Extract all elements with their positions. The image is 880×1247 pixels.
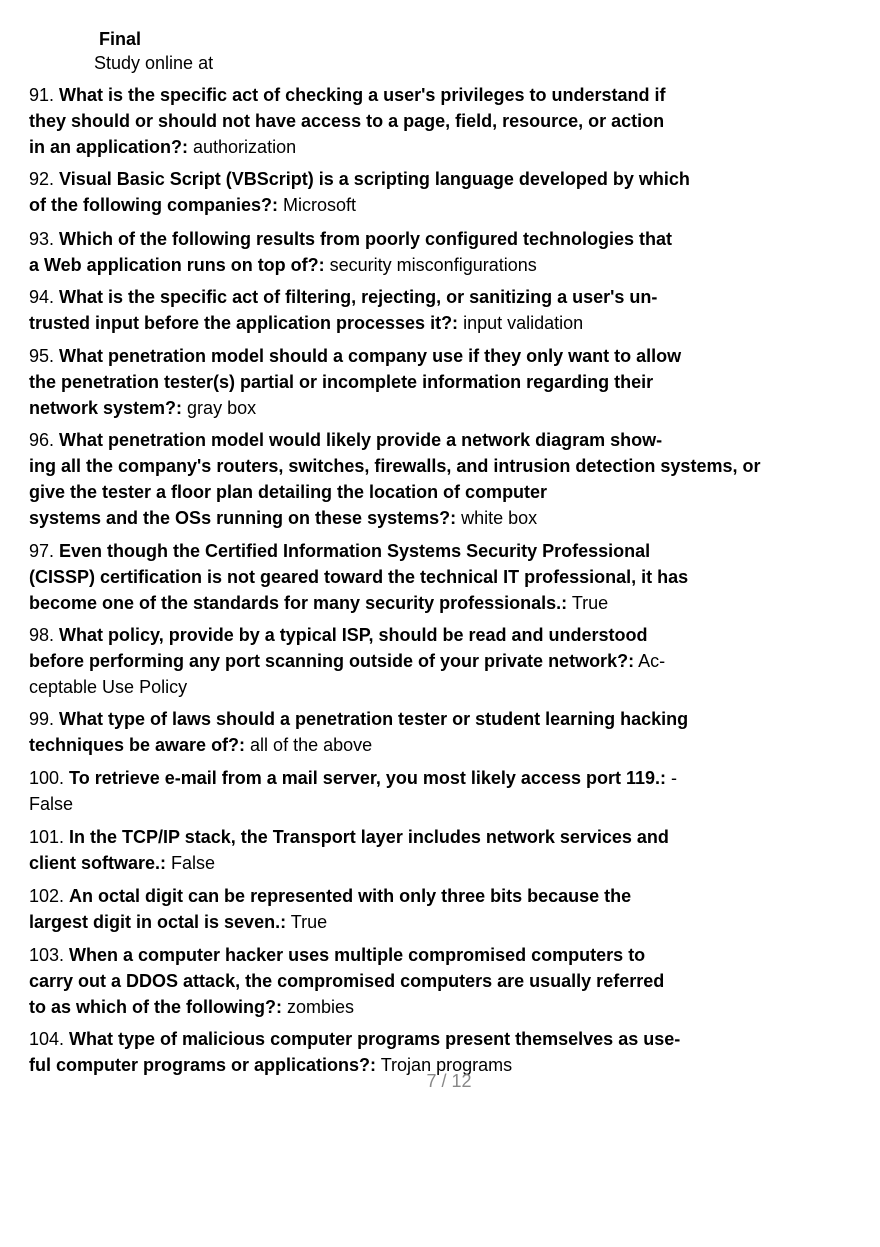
qa-line <box>29 1026 680 1052</box>
question-text: they should or should not have access to a page, field, resource, or action <box>29 111 665 131</box>
question-text: What is the specific act of checking a user's privileges to understand if <box>59 85 666 105</box>
qa-line <box>29 909 631 935</box>
qa-line <box>29 453 760 479</box>
question-text: (CISSP) certification is not geared toward the technical IT professional, it has <box>29 567 689 587</box>
qa-line <box>29 134 665 160</box>
qa-item <box>29 343 681 421</box>
answer-text: authorization <box>188 137 297 157</box>
qa-item <box>29 538 688 616</box>
qa-line <box>29 166 690 192</box>
qa-line <box>29 395 681 421</box>
header-subtitle: Study online at <box>94 53 214 73</box>
question-text: Even though the Certified Information Systems Security Professional <box>59 541 651 561</box>
question-text: before performing any port scanning outside of your private network?: <box>29 651 635 671</box>
qa-line <box>29 108 665 134</box>
qa-line <box>29 706 688 732</box>
question-number: 98. <box>29 625 60 645</box>
answer-text: Trojan programs <box>376 1055 513 1075</box>
answer-text: white box <box>456 508 538 528</box>
question-number: 103. <box>29 945 70 965</box>
answer-text: security misconfigurations <box>324 255 537 275</box>
qa-line <box>29 994 664 1020</box>
question-text: give the tester a floor plan detailing the location of computer <box>29 482 548 502</box>
question-text: a Web application runs on top of?: <box>29 255 325 275</box>
header-title: Final <box>99 29 142 49</box>
answer-text: gray box <box>182 398 257 418</box>
qa-line <box>29 226 672 252</box>
qa-line <box>29 883 631 909</box>
question-text: techniques be aware of?: <box>29 735 246 755</box>
qa-line <box>29 732 688 758</box>
question-text: What penetration model would likely provide a network diagram show- <box>59 430 663 450</box>
qa-line <box>29 505 760 531</box>
qa-item <box>29 226 672 278</box>
answer-text: Microsoft <box>278 195 357 215</box>
question-text: to as which of the following?: <box>29 997 282 1017</box>
qa-line <box>29 942 664 968</box>
qa-line <box>29 674 665 700</box>
qa-line <box>29 824 669 850</box>
answer-text: True <box>567 593 609 613</box>
qa-item <box>29 706 688 758</box>
qa-line <box>29 538 688 564</box>
question-text: largest digit in octal is seven.: <box>29 912 287 932</box>
question-text: Which of the following results from poorly configured technologies that <box>59 229 673 249</box>
question-text: When a computer hacker uses multiple compromised computers to <box>69 945 646 965</box>
question-number: 99. <box>29 709 60 729</box>
question-text: Visual Basic Script (VBScript) is a scripting language developed by which <box>59 169 690 189</box>
qa-line <box>29 968 664 994</box>
question-text: in an application?: <box>29 137 189 157</box>
qa-line <box>29 850 669 876</box>
question-number: 93. <box>29 229 60 249</box>
question-text: What type of malicious computer programs present themselves as use- <box>69 1029 681 1049</box>
question-text: ing all the company's routers, switches, firewalls, and intrusion detection systems, or <box>29 456 761 476</box>
answer-text: False <box>166 853 216 873</box>
qa-item <box>29 942 664 1020</box>
question-number: 102. <box>29 886 70 906</box>
question-text: An octal digit can be represented with only three bits because the <box>69 886 632 906</box>
question-text: systems and the OSs running on these systems?: <box>29 508 457 528</box>
qa-line <box>29 369 681 395</box>
qa-line <box>29 765 677 791</box>
question-number: 104. <box>29 1029 70 1049</box>
qa-line <box>29 791 677 817</box>
qa-item <box>29 284 657 336</box>
answer-text: False <box>29 794 74 814</box>
answer-text: all of the above <box>245 735 373 755</box>
question-text: What policy, provide by a typical ISP, should be read and understood <box>59 625 648 645</box>
page-number: 7 / 12 <box>426 1071 472 1091</box>
question-text: ful computer programs or applications?: <box>29 1055 377 1075</box>
question-number: 96. <box>29 430 60 450</box>
question-text: What is the specific act of filtering, rejecting, or sanitizing a user's un- <box>59 287 658 307</box>
answer-text: Ac- <box>634 651 666 671</box>
qa-line <box>29 648 665 674</box>
qa-item <box>29 765 677 817</box>
qa-line <box>29 590 688 616</box>
qa-item <box>29 427 760 531</box>
qa-item <box>29 824 669 876</box>
question-text: the penetration tester(s) partial or incomplete information regarding their <box>29 372 654 392</box>
question-text: of the following companies?: <box>29 195 278 215</box>
qa-item <box>29 82 665 160</box>
qa-line <box>29 479 760 505</box>
qa-line <box>29 564 688 590</box>
answer-text: zombies <box>281 997 355 1017</box>
question-number: 92. <box>29 169 60 189</box>
question-number: 95. <box>29 346 60 366</box>
question-text: carry out a DDOS attack, the compromised computers are usually referred <box>29 971 665 991</box>
question-text: What type of laws should a penetration tester or student learning hacking <box>59 709 689 729</box>
question-number: 91. <box>29 85 60 105</box>
question-text: To retrieve e-mail from a mail server, you most likely access port 119.: <box>69 768 666 788</box>
qa-line <box>29 343 681 369</box>
question-text: What penetration model should a company use if they only want to allow <box>59 346 682 366</box>
answer-text: - <box>666 768 677 788</box>
qa-line <box>29 310 657 336</box>
qa-line <box>29 284 657 310</box>
qa-line <box>29 622 665 648</box>
question-text: become one of the standards for many security professionals.: <box>29 593 568 613</box>
answer-text: ceptable Use Policy <box>29 677 188 697</box>
question-text: client software.: <box>29 853 167 873</box>
qa-line <box>29 192 690 218</box>
question-text: trusted input before the application processes it?: <box>29 313 459 333</box>
question-text: network system?: <box>29 398 183 418</box>
answer-text: input validation <box>458 313 584 333</box>
qa-item <box>29 622 665 700</box>
question-number: 94. <box>29 287 60 307</box>
qa-line <box>29 82 665 108</box>
qa-line <box>29 252 672 278</box>
qa-item <box>29 166 690 218</box>
answer-text: True <box>286 912 328 932</box>
qa-item <box>29 883 631 935</box>
question-number: 97. <box>29 541 60 561</box>
question-text: In the TCP/IP stack, the Transport layer includes network services and <box>69 827 669 847</box>
qa-line <box>29 427 760 453</box>
question-number: 101. <box>29 827 70 847</box>
question-number: 100. <box>29 768 70 788</box>
